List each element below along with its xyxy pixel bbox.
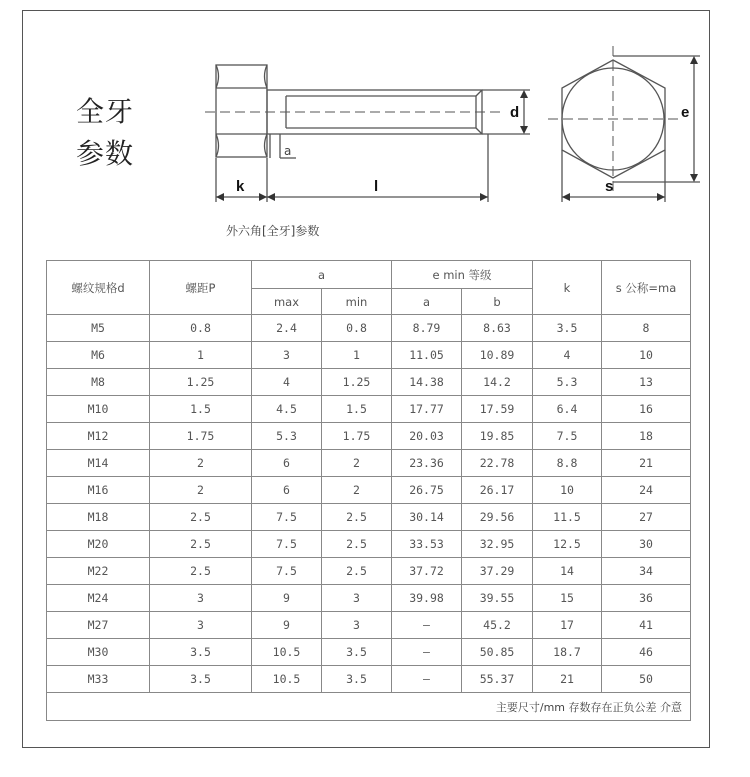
cell-spec: M16	[47, 477, 150, 504]
cell-e-a: 33.53	[392, 531, 462, 558]
cell-spec: M27	[47, 612, 150, 639]
cell-spec: M20	[47, 531, 150, 558]
table-row	[47, 369, 691, 396]
cell-k: 5.3	[533, 369, 602, 396]
label-k: k	[236, 178, 245, 195]
cell-spec: M14	[47, 450, 150, 477]
cell-pitch: 0.8	[150, 315, 252, 342]
cell-e-b: 50.85	[462, 639, 533, 666]
cell-pitch: 2.5	[150, 558, 252, 585]
cell-s: 50	[602, 666, 691, 693]
cell-pitch: 1.5	[150, 396, 252, 423]
header-a-min: min	[322, 289, 392, 315]
cell-e-a: 20.03	[392, 423, 462, 450]
label-e: e	[681, 104, 690, 121]
cell-k: 14	[533, 558, 602, 585]
header-a: a	[252, 261, 392, 289]
table-row	[47, 396, 691, 423]
cell-e-b: 8.63	[462, 315, 533, 342]
cell-s: 8	[602, 315, 691, 342]
cell-a-min: 2.5	[322, 504, 392, 531]
header-pitch: 螺距P	[150, 261, 252, 315]
cell-k: 15	[533, 585, 602, 612]
cell-a-max: 9	[252, 612, 322, 639]
cell-k: 8.8	[533, 450, 602, 477]
cell-k: 3.5	[533, 315, 602, 342]
cell-e-b: 32.95	[462, 531, 533, 558]
cell-e-a: 17.77	[392, 396, 462, 423]
cell-a-max: 6	[252, 450, 322, 477]
cell-a-max: 10.5	[252, 666, 322, 693]
table-row	[47, 531, 691, 558]
cell-a-max: 7.5	[252, 531, 322, 558]
cell-s: 10	[602, 342, 691, 369]
cell-pitch: 2.5	[150, 504, 252, 531]
cell-e-b: 29.56	[462, 504, 533, 531]
label-l: l	[374, 178, 379, 195]
cell-a-min: 3.5	[322, 666, 392, 693]
cell-k: 10	[533, 477, 602, 504]
cell-e-b: 37.29	[462, 558, 533, 585]
spec-table-body	[47, 315, 691, 693]
cell-a-min: 1.75	[322, 423, 392, 450]
cell-k: 12.5	[533, 531, 602, 558]
cell-e-a: —	[392, 612, 462, 639]
table-row	[47, 558, 691, 585]
cell-e-b: 17.59	[462, 396, 533, 423]
cell-pitch: 3	[150, 612, 252, 639]
table-row	[47, 612, 691, 639]
cell-e-b: 26.17	[462, 477, 533, 504]
header-k: k	[533, 261, 602, 315]
cell-spec: M24	[47, 585, 150, 612]
table-row	[47, 450, 691, 477]
table-row	[47, 423, 691, 450]
cell-s: 13	[602, 369, 691, 396]
cell-e-b: 39.55	[462, 585, 533, 612]
cell-a-min: 2.5	[322, 558, 392, 585]
table-row	[47, 315, 691, 342]
cell-a-min: 2	[322, 477, 392, 504]
cell-a-max: 7.5	[252, 558, 322, 585]
cell-pitch: 3.5	[150, 639, 252, 666]
cell-a-min: 3	[322, 612, 392, 639]
cell-k: 21	[533, 666, 602, 693]
cell-e-b: 22.78	[462, 450, 533, 477]
cell-a-max: 9	[252, 585, 322, 612]
cell-pitch: 3.5	[150, 666, 252, 693]
cell-k: 18.7	[533, 639, 602, 666]
cell-e-a: 23.36	[392, 450, 462, 477]
cell-a-max: 4.5	[252, 396, 322, 423]
cell-pitch: 2	[150, 450, 252, 477]
table-row	[47, 666, 691, 693]
cell-spec: M33	[47, 666, 150, 693]
cell-a-max: 10.5	[252, 639, 322, 666]
header-e-min: e min 等级	[392, 261, 533, 289]
cell-a-max: 3	[252, 342, 322, 369]
cell-pitch: 2	[150, 477, 252, 504]
cell-e-a: 39.98	[392, 585, 462, 612]
cell-e-a: 11.05	[392, 342, 462, 369]
cell-s: 41	[602, 612, 691, 639]
cell-pitch: 1	[150, 342, 252, 369]
cell-s: 16	[602, 396, 691, 423]
table-footnote: 主要尺寸/mm 存数存在正负公差 介意	[47, 693, 691, 721]
table-row	[47, 504, 691, 531]
cell-e-b: 19.85	[462, 423, 533, 450]
cell-spec: M12	[47, 423, 150, 450]
label-s: s	[605, 178, 614, 195]
cell-a-min: 3	[322, 585, 392, 612]
cell-k: 4	[533, 342, 602, 369]
cell-e-a: 14.38	[392, 369, 462, 396]
cell-pitch: 3	[150, 585, 252, 612]
cell-pitch: 1.75	[150, 423, 252, 450]
cell-a-max: 7.5	[252, 504, 322, 531]
cell-e-b: 14.2	[462, 369, 533, 396]
cell-a-min: 3.5	[322, 639, 392, 666]
cell-e-a: 37.72	[392, 558, 462, 585]
label-d: d	[510, 104, 520, 121]
cell-s: 46	[602, 639, 691, 666]
cell-spec: M22	[47, 558, 150, 585]
cell-s: 34	[602, 558, 691, 585]
cell-s: 18	[602, 423, 691, 450]
cell-e-a: 30.14	[392, 504, 462, 531]
cell-spec: M18	[47, 504, 150, 531]
cell-a-max: 6	[252, 477, 322, 504]
cell-s: 27	[602, 504, 691, 531]
cell-s: 30	[602, 531, 691, 558]
cell-spec: M5	[47, 315, 150, 342]
cell-spec: M8	[47, 369, 150, 396]
cell-e-b: 55.37	[462, 666, 533, 693]
cell-a-min: 1.5	[322, 396, 392, 423]
cell-s: 36	[602, 585, 691, 612]
bolt-drawing	[0, 0, 750, 260]
cell-e-a: 8.79	[392, 315, 462, 342]
cell-k: 6.4	[533, 396, 602, 423]
cell-pitch: 2.5	[150, 531, 252, 558]
cell-e-b: 10.89	[462, 342, 533, 369]
cell-k: 11.5	[533, 504, 602, 531]
cell-e-a: —	[392, 639, 462, 666]
header-e-a: a	[392, 289, 462, 315]
label-a: a	[284, 144, 292, 158]
cell-a-min: 2.5	[322, 531, 392, 558]
header-a-max: max	[252, 289, 322, 315]
header-s: s 公称=ma	[602, 261, 691, 315]
table-row	[47, 342, 691, 369]
cell-spec: M30	[47, 639, 150, 666]
header-e-b: b	[462, 289, 533, 315]
cell-a-min: 0.8	[322, 315, 392, 342]
cell-a-min: 2	[322, 450, 392, 477]
cell-pitch: 1.25	[150, 369, 252, 396]
cell-e-a: —	[392, 666, 462, 693]
cell-k: 7.5	[533, 423, 602, 450]
header-spec: 螺纹规格d	[47, 261, 150, 315]
cell-s: 24	[602, 477, 691, 504]
cell-a-max: 4	[252, 369, 322, 396]
table-row	[47, 639, 691, 666]
cell-spec: M10	[47, 396, 150, 423]
cell-e-b: 45.2	[462, 612, 533, 639]
spec-table	[46, 260, 691, 721]
cell-k: 17	[533, 612, 602, 639]
title-line-2: 参数	[76, 137, 135, 170]
cell-e-a: 26.75	[392, 477, 462, 504]
cell-a-max: 5.3	[252, 423, 322, 450]
drawing-caption: 外六角[全牙]参数	[226, 224, 320, 238]
cell-a-max: 2.4	[252, 315, 322, 342]
table-row	[47, 585, 691, 612]
bolt-head	[216, 65, 267, 157]
cell-spec: M6	[47, 342, 150, 369]
cell-a-min: 1	[322, 342, 392, 369]
cell-a-min: 1.25	[322, 369, 392, 396]
title-line-1: 全牙	[76, 95, 135, 128]
cell-s: 21	[602, 450, 691, 477]
table-row	[47, 477, 691, 504]
